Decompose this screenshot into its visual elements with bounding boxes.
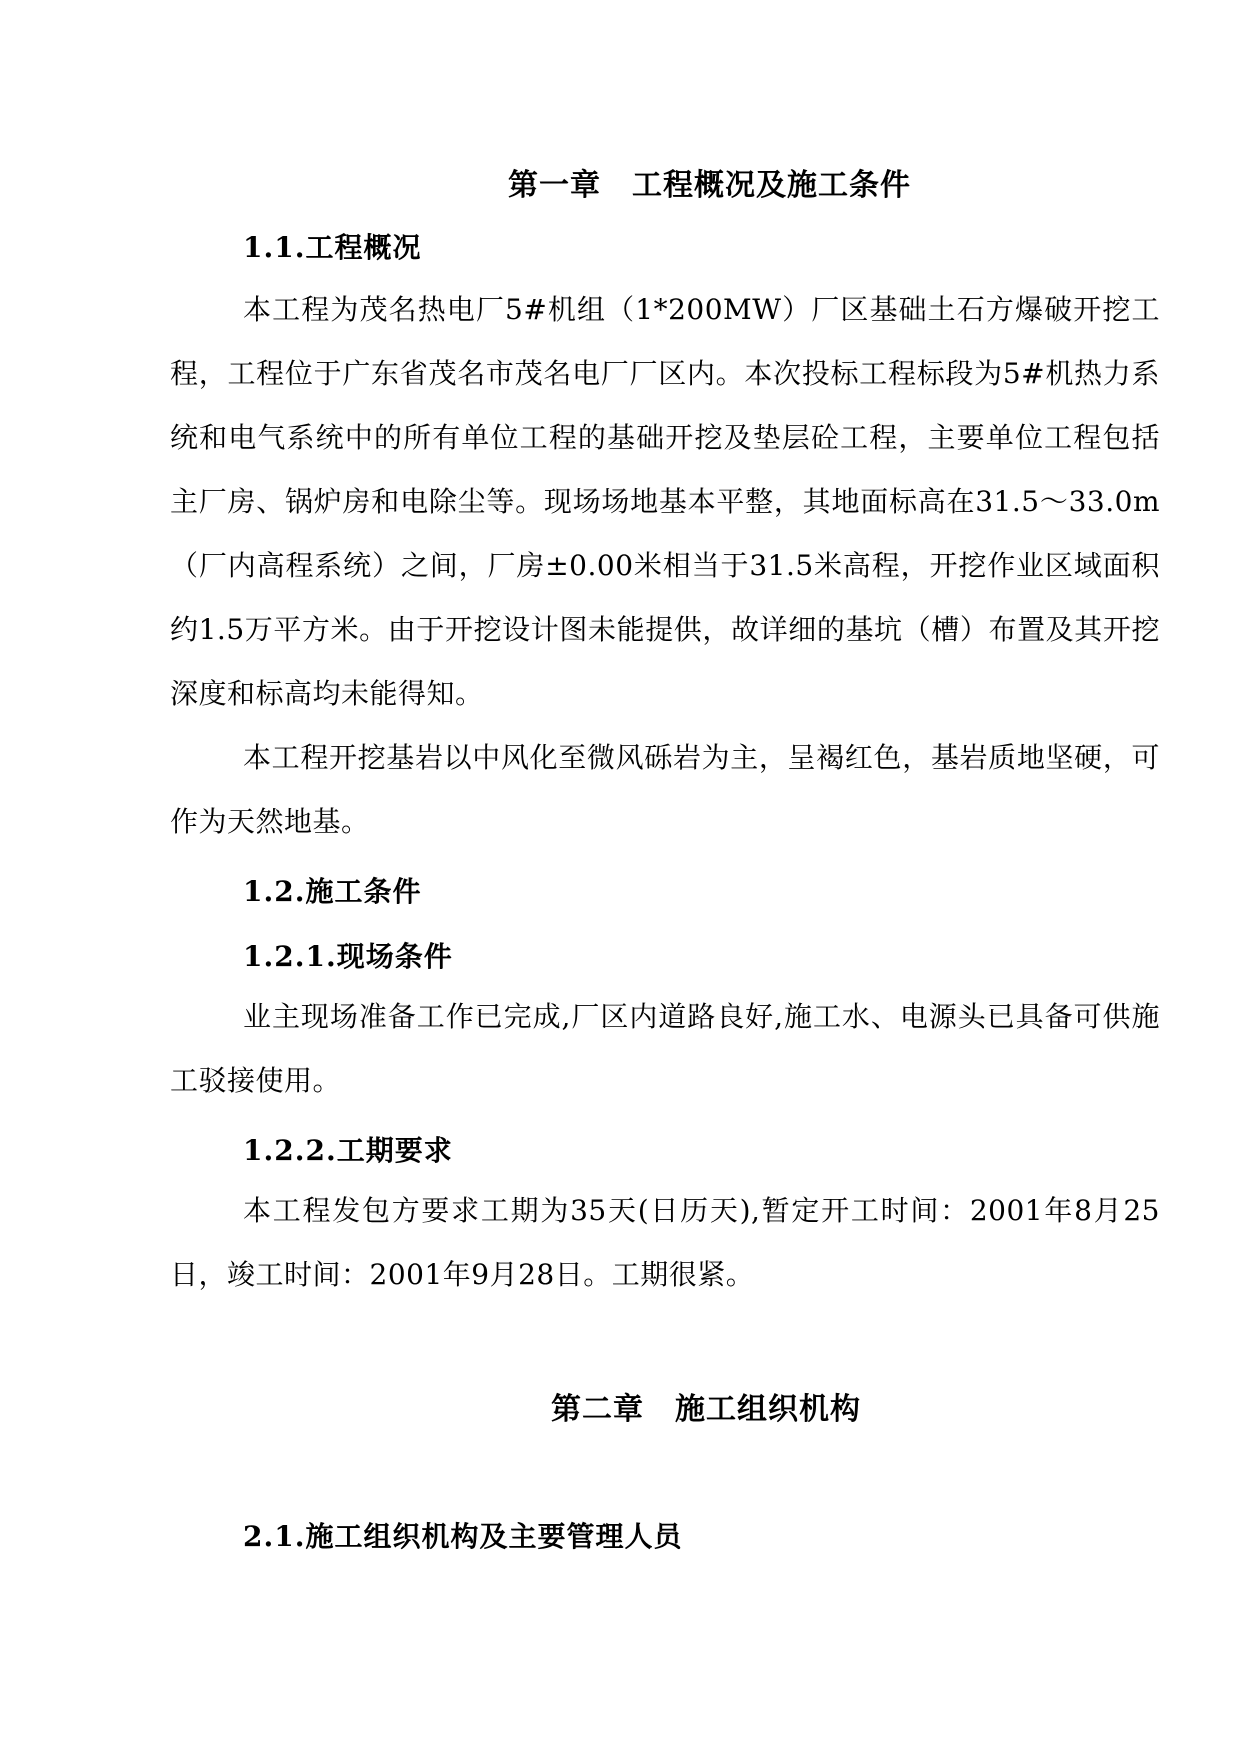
section-1-1-paragraph-2: 本工程开挖基岩以中风化至微风砾岩为主，呈褐红色，基岩质地坚硬，可作为天然地基。	[170, 741, 1160, 838]
section-1-1-paragraph-1: 本工程为茂名热电厂5#机组（1*200MW）厂区基础土石方爆破开挖工程，工程位于广东省茂名市茂名电厂厂区内。本次投标工程标段为5#机热力系统和电气系统中的所有单位工程的基础开挖及垫层砼工程，主要单位工程包括主厂房、锅炉房和电除尘等。现场场地基本平整，其地面标高在31.5～33.0m（厂内高程系统）之间，厂房±0.00米相当于31.5米高程，开挖作业区域面积约1.5万平方米。由于开挖设计图未能提供，故详细的基坑（槽）布置及其开挖深度和标高均未能得知。	[170, 293, 1160, 710]
section-1-2-2-heading: 1.2.2.工期要求	[243, 1134, 453, 1167]
section-1-1-heading: 1.1.工程概况	[243, 231, 422, 264]
section-1-2-heading: 1.2.施工条件	[243, 875, 422, 908]
section-1-2-1-heading: 1.2.1.现场条件	[243, 940, 453, 973]
section-1-2-2-paragraph: 本工程发包方要求工期为35天(日历天),暂定开工时间：2001年8月25日，竣工时间：2001年9月28日。工期很紧。	[170, 1194, 1160, 1291]
section-2-1-heading: 2.1.施工组织机构及主要管理人员	[243, 1520, 683, 1553]
section-1-2-1-paragraph: 业主现场准备工作已完成,厂区内道路良好,施工水、电源头已具备可供施工驳接使用。	[170, 1000, 1160, 1097]
chapter-2-title: 第二章 施工组织机构	[551, 1392, 861, 1427]
chapter-1-title: 第一章 工程概况及施工条件	[508, 168, 911, 203]
